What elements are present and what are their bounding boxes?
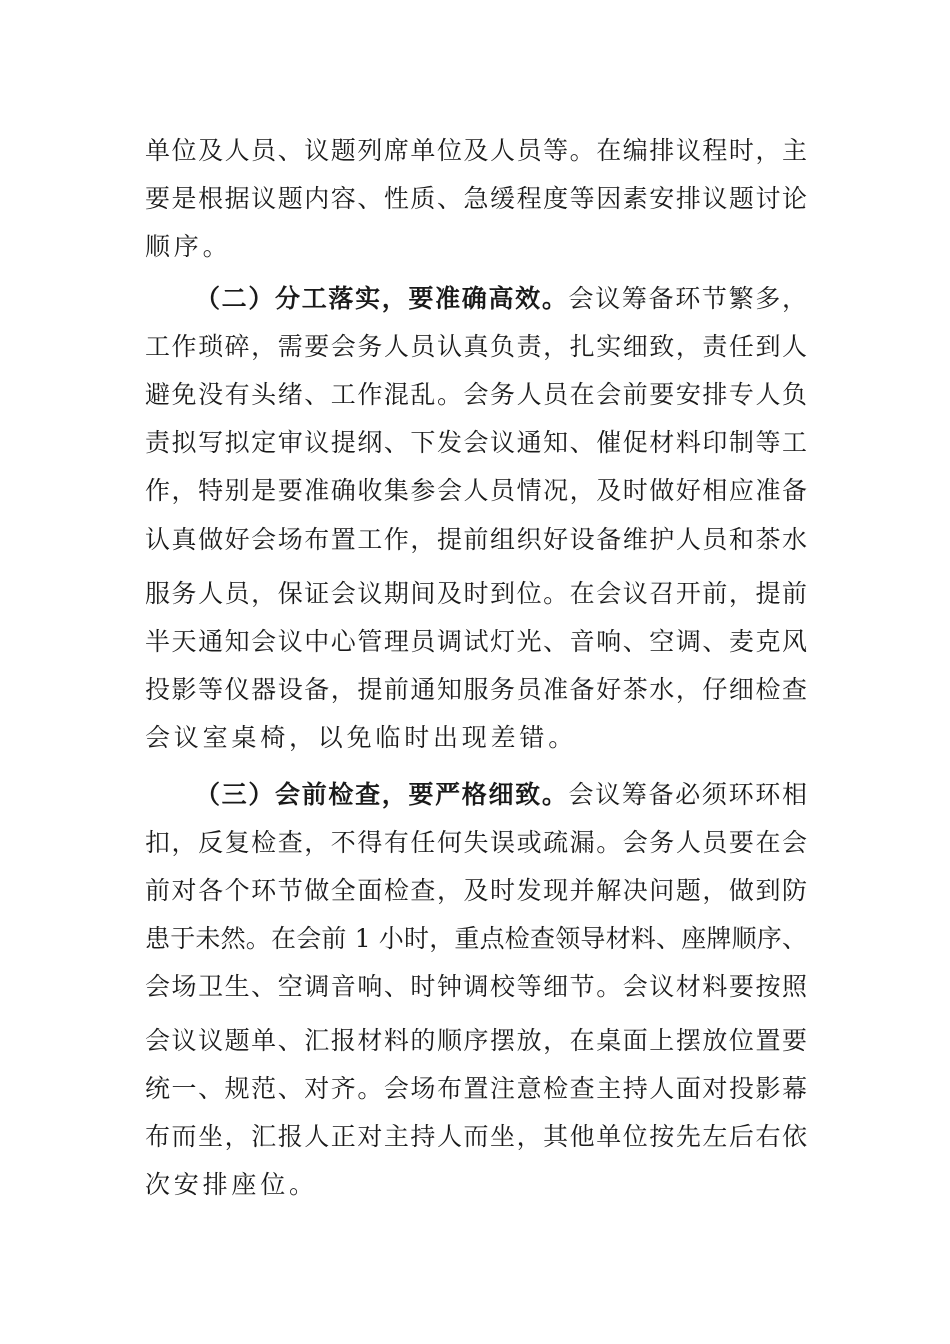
text-line: 要是根据议题内容、性质、急缓程度等因素安排议题讨论 (145, 184, 807, 213)
text-line: 投影等仪器设备，提前通知服务员准备好茶水，仔细检查 (145, 675, 807, 704)
text-line: 会场卫生、空调音响、时钟调校等细节。会议材料要按照 (145, 972, 807, 1001)
text-line: 作，特别是要准确收集参会人员情况，及时做好相应准备 (145, 476, 807, 505)
text-line: 避免没有头绪、工作混乱。会务人员在会前要安排专人负 (145, 380, 807, 409)
paragraph-lead-line (195, 275, 807, 323)
text-line: 半天通知会议中心管理员调试灯光、音响、空调、麦克风 (145, 627, 807, 656)
text-line: 认真做好会场布置工作，提前组织好设备维护人员和茶水 (145, 525, 807, 554)
text-span: 会议筹备必须环环相 (568, 780, 807, 809)
text-line: 布而坐，汇报人正对主持人而坐，其他单位按先左后右依 (145, 1122, 807, 1151)
paragraph-lead-line (195, 771, 807, 819)
text-span: 会议筹备环节繁多， (568, 284, 807, 313)
text-line: 工作琐碎，需要会务人员认真负责，扎实细致，责任到人 (145, 332, 807, 361)
text-line: 责拟写拟定审议提纲、下发会议通知、催促材料印制等工 (145, 428, 807, 457)
text-line: 患于未然。在会前 1 小时，重点检查领导材料、座牌顺序、 (145, 924, 807, 953)
text-line: 单位及人员、议题列席单位及人员等。在编排议程时，主 (145, 136, 807, 165)
text-line: 顺序。 (145, 232, 232, 261)
text-line: 前对各个环节做全面检查，及时发现并解决问题，做到防 (145, 876, 807, 905)
text-line: 次安排座位。 (145, 1170, 318, 1199)
text-line: 会议室桌椅，以免临时出现差错。 (145, 723, 578, 752)
text-line: 会议议题单、汇报材料的顺序摆放，在桌面上摆放位置要 (145, 1026, 807, 1055)
text-line: 统一、规范、对齐。会场布置注意检查主持人面对投影幕 (145, 1074, 807, 1103)
text-line: 服务人员，保证会议期间及时到位。在会议召开前，提前 (145, 579, 807, 608)
section-heading: （三）会前检查，要严格细致。 (195, 780, 569, 809)
text-line: 扣，反复检查，不得有任何失误或疏漏。会务人员要在会 (145, 828, 807, 857)
section-heading: （二）分工落实，要准确高效。 (195, 284, 569, 313)
